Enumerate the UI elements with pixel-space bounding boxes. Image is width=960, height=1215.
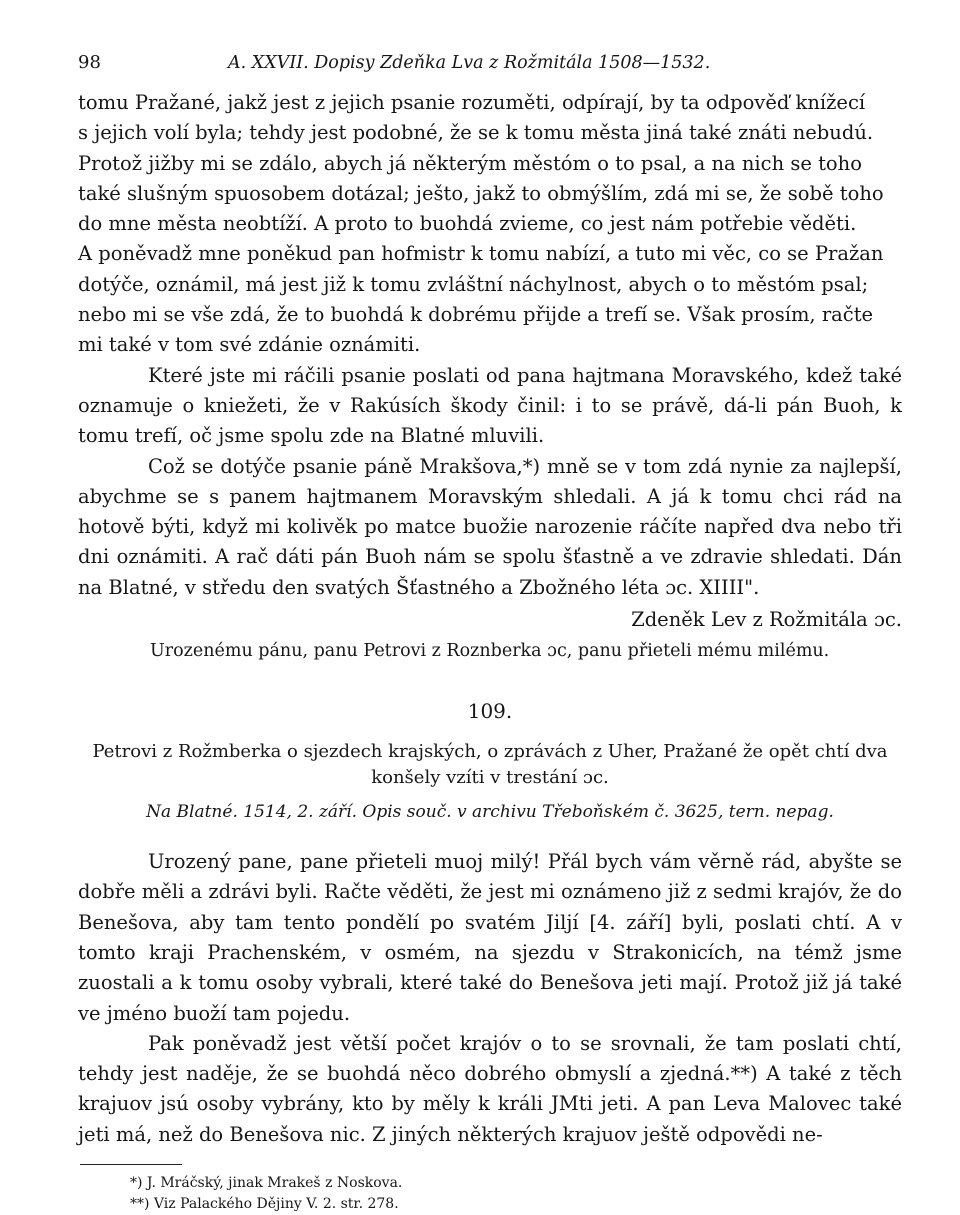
letter-108-paragraph-3: Což se dotýče psanie páně Mrakšova,*) mně se v tom zdá nynie za najlepší, abychme se s panem hajtmanem Moravským shledali. A já k tomu chci rád na hotově býti, když mi kolivěk po matce buožie narozenie ráčíte napřed dva nebo tři dni oznámiti. A rač dáti pán Buoh nám se spolu šťastně a ve zdravie shledati. Dán na Blatné, v středu den svatých Šťastného a Zbožného léta ɔc. XIIII". xyxy=(78,454,902,599)
running-title: A. XXVII. Dopisy Zdeňka Lva z Rožmitála 1508—1532. xyxy=(228,53,711,73)
letter-109-paragraph-1: Urozený pane, pane přieteli muoj milý! Přál bych vám věrně rád, abyšte se dobře měli a zdrávi byli. Račte věděti, že jest mi oznámeno již z sedmi krajóv, že do Benešova, aby tam tento pondělí po svatém Jiljí [4. září] byli, poslati chtí. A v tomto kraji Prachenském, v osmém, na sjezdu v Strakonicích, na témž jsme zuostali a k tomu osoby vybrali, které také do Benešova jeti mají. Protož již já také ve jméno buoží tam pojedu. xyxy=(78,850,902,1025)
document-summary xyxy=(78,739,902,791)
text-line: dotýče, oznámil, má jest již k tomu zvláštní náchylnost, abych o to městóm psal; xyxy=(78,272,869,296)
summary-line: konšely vzíti v trestání ɔc. xyxy=(371,767,609,789)
footnote-1: *) J. Mráčský, jinak Mrakeš z Noskova. xyxy=(130,1175,403,1192)
source-note: Na Blatné. 1514, 2. září. Opis souč. v archivu Třeboňském č. 3625, tern. nepag. xyxy=(146,802,834,823)
text-line: tomu Pražané, jakž jest z jejich psanie rozuměti, odpírají, by ta odpověď knížecí xyxy=(78,91,866,114)
letter-109-paragraph-2: Pak poněvadž jest větší počet krajóv o to se srovnali, že tam poslati chtí, tehdy jest naděje, že se buohdá něco dobrého obmyslí a zjedná.**) A také z těch krajuov jsú osoby vybrány, kto by měly k králi JMti jeti. A pan Leva Malovec také jeti má, než do Benešova nic. Z jiných některých krajuov ještě odpovědi ne- xyxy=(78,1031,902,1146)
text-line: do mne města neobtíží. A proto to buohdá zvieme, co jest nám potřebie věděti. xyxy=(78,212,857,236)
document-number: 109. xyxy=(467,699,513,724)
text-line: s jejich volí byla; tehdy jest podobné, že se k tomu města jiná také znáti nebudú. xyxy=(78,121,874,145)
footnote-2: **) Viz Palackého Dějiny V. 2. str. 278. xyxy=(130,1196,399,1213)
letter-108-signature: Zdeněk Lev z Rožmitála ɔc. xyxy=(631,608,902,632)
summary-line: Petrovi z Rožmberka o sjezdech krajských, o zprávách z Uher, Pražané že opět chtí dva xyxy=(92,741,888,763)
page-number: 98 xyxy=(78,52,101,73)
footnote-divider xyxy=(80,1164,182,1165)
letter-108-address: Urozenému pánu, panu Petrovi z Roznberka ɔc, panu přieteli mému milému. xyxy=(150,641,830,662)
running-head xyxy=(78,52,902,88)
letter-108-paragraph-1 xyxy=(78,88,902,361)
text-line: Protož jižby mi se zdálo, abych já některým městóm o to psal, a na nich se toho xyxy=(78,151,862,175)
text-line: mi také v tom své zdánie oznámiti. xyxy=(78,333,421,357)
text-line: také slušným spuosobem dotázal; ješto, jakž to obmýšlím, zdá mi se, že sobě toho xyxy=(78,181,884,205)
book-page xyxy=(78,52,902,1215)
text-line: A poněvadž mne poněkud pan hofmistr k tomu nabízí, a tuto mi věc, co se Pražan xyxy=(78,242,884,266)
text-line: nebo mi se vše zdá, že to buohdá k dobrému přijde a trefí se. Však prosím, račte xyxy=(78,303,874,327)
letter-108-paragraph-2: Které jste mi ráčili psanie poslati od pana hajtmana Moravského, kdež také oznamuje o kniežeti, že v Rakúsích škody činil: i to se právě, dá-li pán Buoh, k tomu trefí, oč jsme spolu zde na Blatné mluvili. xyxy=(78,363,902,448)
